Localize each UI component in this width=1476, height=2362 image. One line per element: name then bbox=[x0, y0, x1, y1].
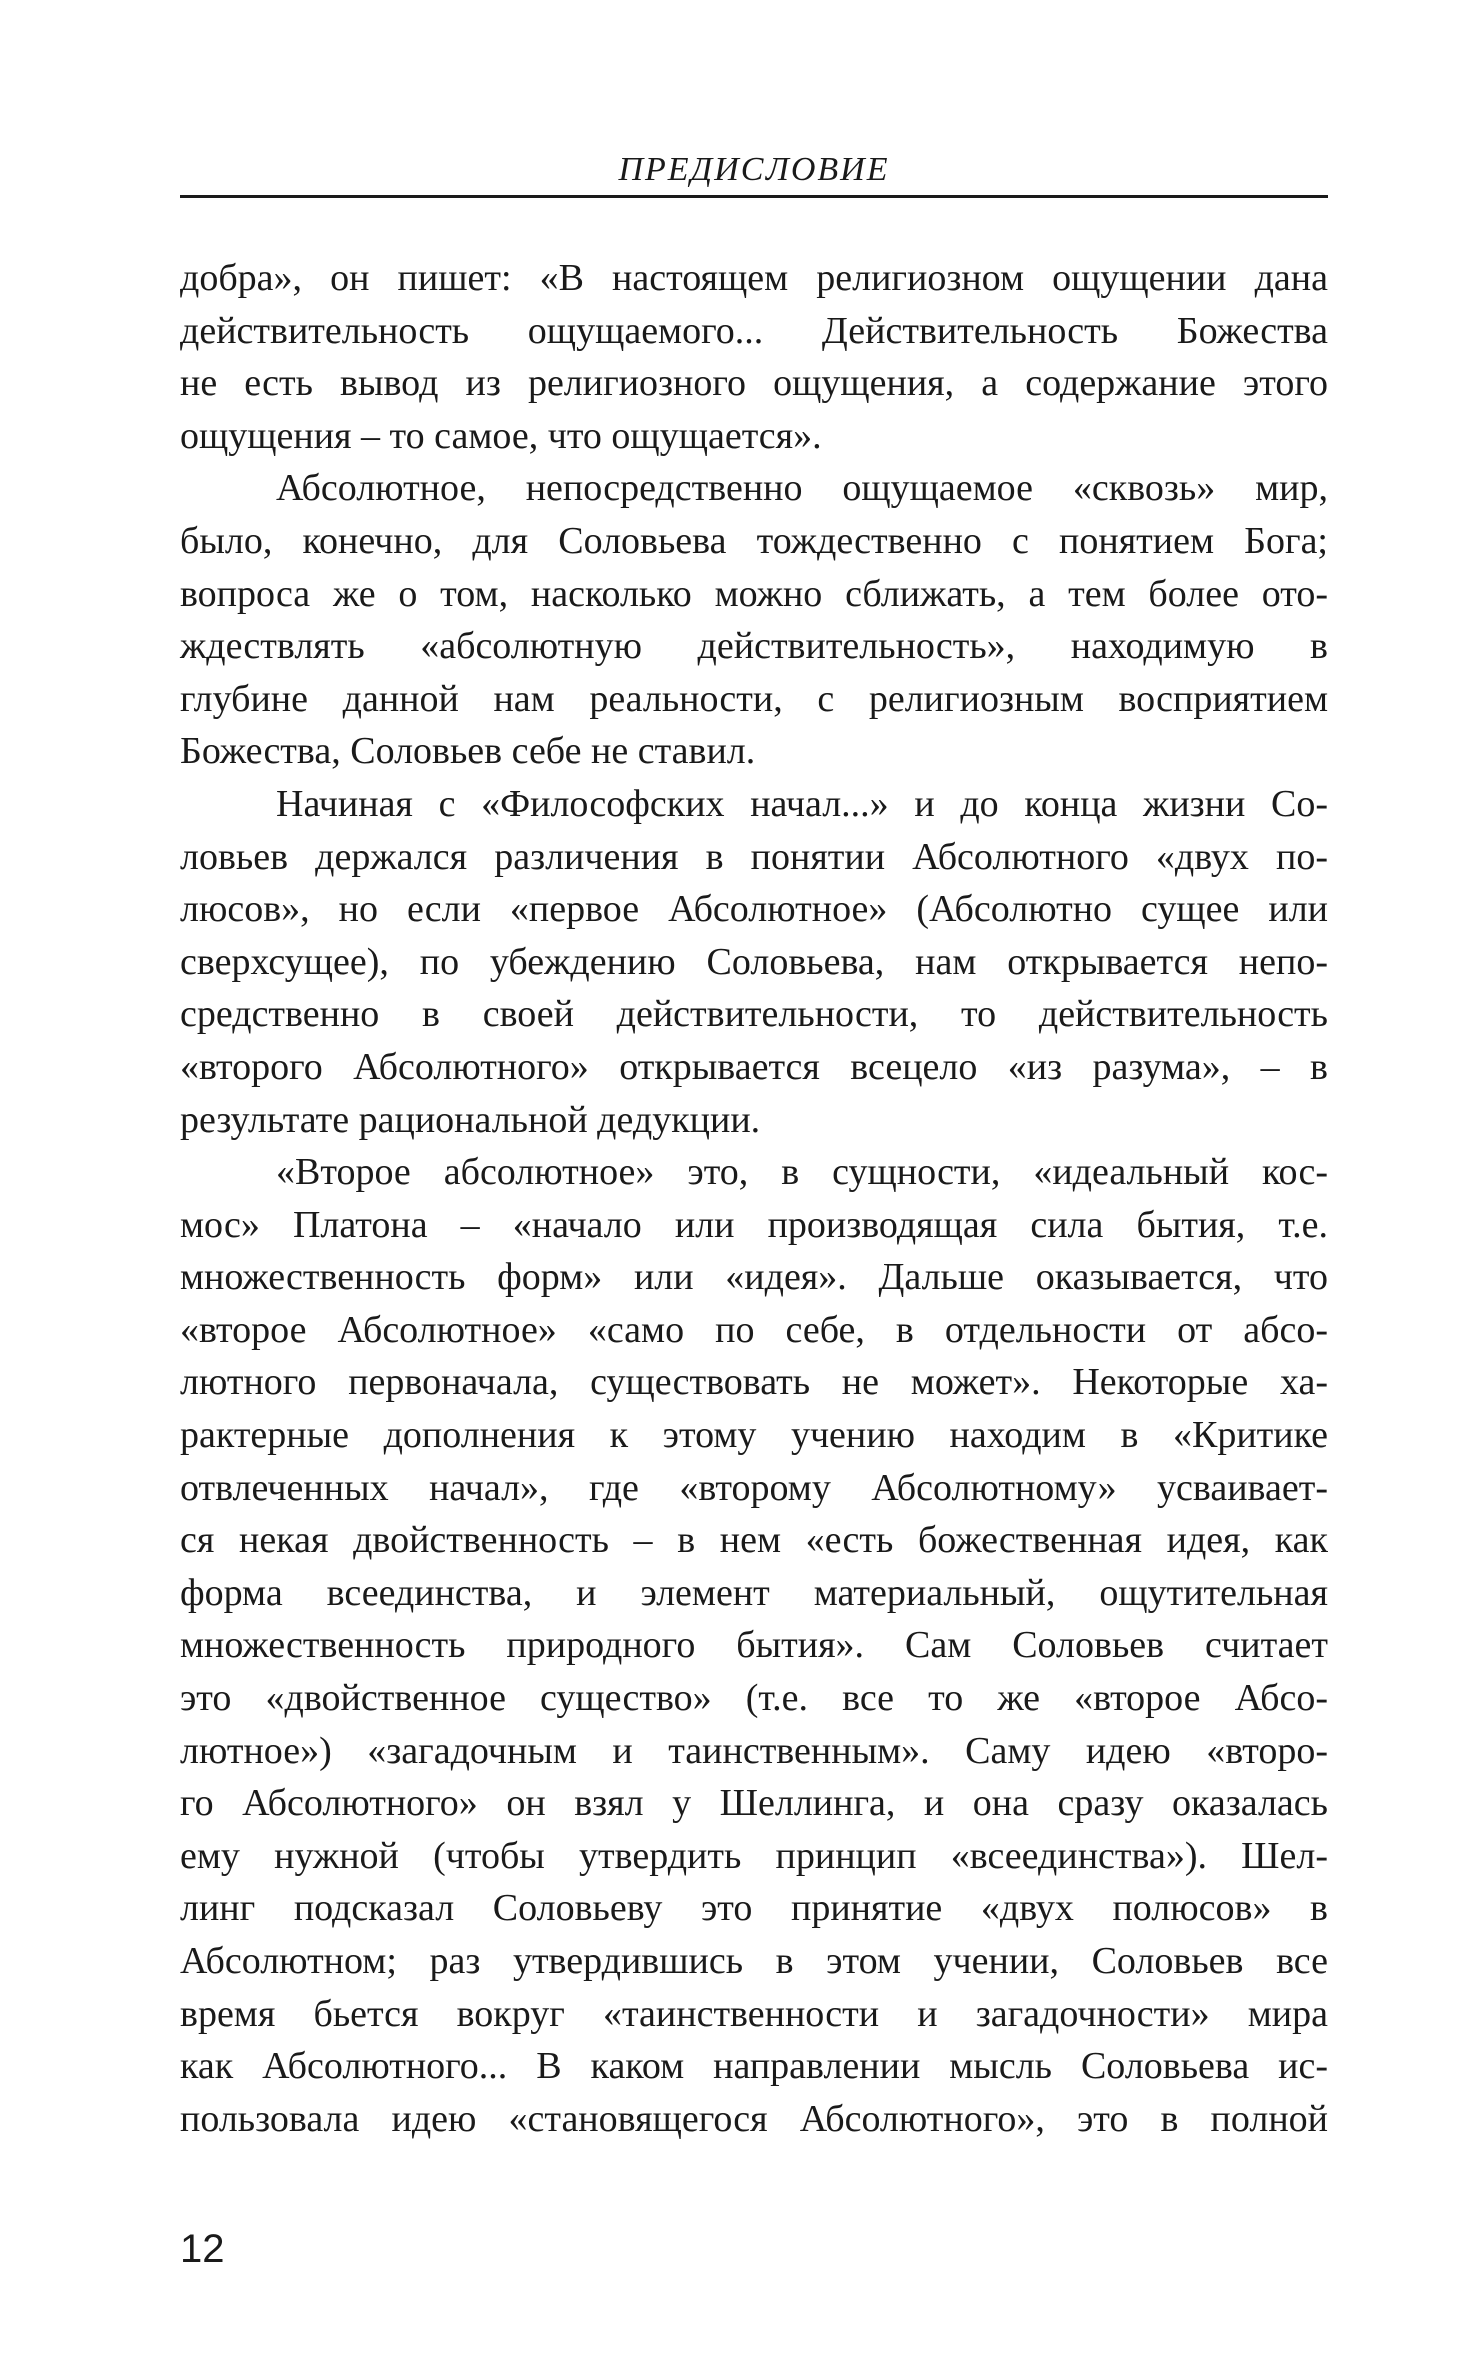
text-line: ловьев держался различения в понятии Абсолютного «двух по- bbox=[180, 835, 1328, 878]
text-line: форма всеединства, и элемент материальный, ощутительная bbox=[180, 1571, 1328, 1614]
paragraph-3 bbox=[180, 778, 1328, 1146]
text-line: вопроса же о том, насколько можно сближать, а тем более ото- bbox=[180, 572, 1328, 615]
text-line: «второго Абсолютного» открывается всецело «из разума», – в bbox=[180, 1045, 1328, 1088]
body-text bbox=[180, 252, 1328, 2145]
paragraph-2 bbox=[180, 462, 1328, 778]
text-line: как Абсолютного... В каком направлении мысль Соловьева ис- bbox=[180, 2045, 1328, 2088]
text-line: глубине данной нам реальности, с религиозным восприятием bbox=[180, 677, 1328, 720]
text-line: «Второе абсолютное» это, в сущности, «идеальный кос- bbox=[276, 1151, 1328, 1194]
running-header-title: ПРЕДИСЛОВИЕ bbox=[618, 151, 890, 188]
text-line: множественность форм» или «идея». Дальше оказывается, что bbox=[180, 1256, 1328, 1299]
text-line: ждествлять «абсолютную действительность», находимую в bbox=[180, 625, 1328, 668]
text-line: Абсолютное, непосредственно ощущаемое «сквозь» мир, bbox=[276, 467, 1328, 510]
text-line: сверхсущее), по убеждению Соловьева, нам открывается непо- bbox=[180, 940, 1328, 983]
text-line: результате рациональной дедукции. bbox=[180, 1098, 761, 1141]
text-line: ощущения – то самое, что ощущается». bbox=[180, 414, 822, 457]
text-line: мос» Платона – «начало или производящая сила бытия, т.е. bbox=[180, 1203, 1328, 1246]
text-line: не есть вывод из религиозного ощущения, а содержание этого bbox=[180, 362, 1328, 405]
page-number: 12 bbox=[180, 2227, 225, 2271]
text-line: средственно в своей действительности, то действительность bbox=[180, 993, 1328, 1036]
text-line: время бьется вокруг «таинственности и загадочности» мира bbox=[180, 1992, 1328, 2035]
text-line: Абсолютном; раз утвердившись в этом учении, Соловьев все bbox=[180, 1940, 1328, 1982]
paragraph-1 bbox=[180, 252, 1328, 462]
text-line: пользовала идею «становящегося Абсолютного», это в полной bbox=[180, 2097, 1328, 2140]
text-line: отвлеченных начал», где «второму Абсолютному» усваивает- bbox=[180, 1466, 1328, 1509]
text-line: было, конечно, для Соловьева тождественно с понятием Бога; bbox=[180, 519, 1328, 562]
text-line: ему нужной (чтобы утвердить принцип «всеединства»). Шел- bbox=[180, 1834, 1328, 1877]
text-line: действительность ощущаемого... Действительность Божества bbox=[180, 309, 1328, 352]
text-line: «второе Абсолютное» «само по себе, в отдельности от абсо- bbox=[180, 1308, 1328, 1351]
text-line: ся некая двойственность – в нем «есть божественная идея, как bbox=[180, 1519, 1328, 1562]
text-line: лютное») «загадочным и таинственным». Саму идею «второ- bbox=[180, 1729, 1328, 1772]
text-line: Божества, Соловьев себе не ставил. bbox=[180, 730, 756, 773]
text-line: лютного первоначала, существовать не может». Некоторые ха- bbox=[180, 1361, 1328, 1404]
text-line: множественность природного бытия». Сам Соловьев считает bbox=[180, 1624, 1328, 1667]
text-line: го Абсолютного» он взял у Шеллинга, и она сразу оказалась bbox=[180, 1782, 1328, 1825]
text-line: линг подсказал Соловьеву это принятие «двух полюсов» в bbox=[180, 1887, 1328, 1930]
text-line: рактерные дополнения к этому учению находим в «Критике bbox=[180, 1414, 1328, 1457]
text-line: Начиная с «Философских начал...» и до конца жизни Со- bbox=[276, 782, 1328, 825]
text-line: это «двойственное существо» (т.е. все то же «второе Абсо- bbox=[180, 1677, 1328, 1720]
text-line: добра», он пишет: «В настоящем религиозном ощущении дана bbox=[180, 257, 1328, 299]
header-rule bbox=[180, 195, 1328, 198]
paragraph-4 bbox=[180, 1146, 1328, 2145]
text-line: люсов», но если «первое Абсолютное» (Абсолютно сущее или bbox=[180, 888, 1328, 931]
